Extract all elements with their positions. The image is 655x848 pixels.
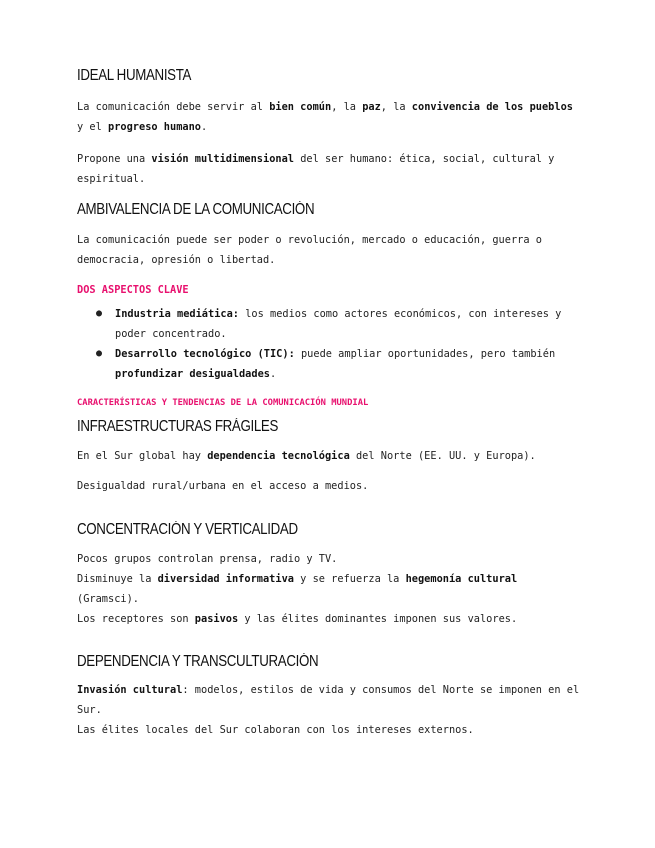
paragraph-ideal-1: La comunicación debe servir al bien común, la paz, la convivencia de los pueblos y el progreso humano. <box>77 101 573 133</box>
list-item: ● Desarrollo tecnológico (TIC): puede ampliar oportunidades, pero también profundizar desigualdades. <box>77 344 582 384</box>
heading-dependencia: DEPENDENCIA Y TRANSCULTURACIÓN <box>77 653 319 670</box>
heading-ambivalencia: AMBIVALENCIA DE LA COMUNICACIÓN <box>77 201 315 218</box>
paragraph-ideal-2: Propone una visión multidimensional del ser humano: ética, social, cultural y espiritual. <box>77 153 555 185</box>
section-label-tendencias: CARACTERÍSTICAS Y TENDENCIAS DE LA COMUNICACIÓN MUNDIAL <box>77 398 369 408</box>
paragraph-dependencia: Invasión cultural: modelos, estilos de vida y consumos del Norte se imponen en el Sur. Las élites locales del Sur colaboran con los intereses externos. <box>77 684 580 736</box>
heading-ideal-humanista: IDEAL HUMANISTA <box>77 67 192 84</box>
aspects-list <box>77 304 582 384</box>
paragraph-concentracion: Pocos grupos controlan prensa, radio y TV. Disminuye la diversidad informativa y se refuerza la hegemonía cultural (Gramsci). Los receptores son pasivos y las élites dominantes imponen sus valores. <box>77 553 518 625</box>
subheading-dos-aspectos: DOS ASPECTOS CLAVE <box>77 284 189 296</box>
bullet-icon: ● <box>96 308 103 319</box>
heading-concentracion: CONCENTRACIÓN Y VERTICALIDAD <box>77 521 298 538</box>
heading-infraestructuras: INFRAESTRUCTURAS FRÁGILES <box>77 418 279 435</box>
paragraph-ambivalencia: La comunicación puede ser poder o revolución, mercado o educación, guerra o democracia, opresión o libertad. <box>77 234 542 266</box>
bullet-icon: ● <box>96 348 103 359</box>
list-item: ● Industria mediática: los medios como actores económicos, con intereses y poder concentrado. <box>77 304 582 344</box>
paragraph-infra-2: Desigualdad rural/urbana en el acceso a medios. <box>77 480 369 492</box>
paragraph-infra-1: En el Sur global hay dependencia tecnológica del Norte (EE. UU. y Europa). <box>77 450 536 462</box>
